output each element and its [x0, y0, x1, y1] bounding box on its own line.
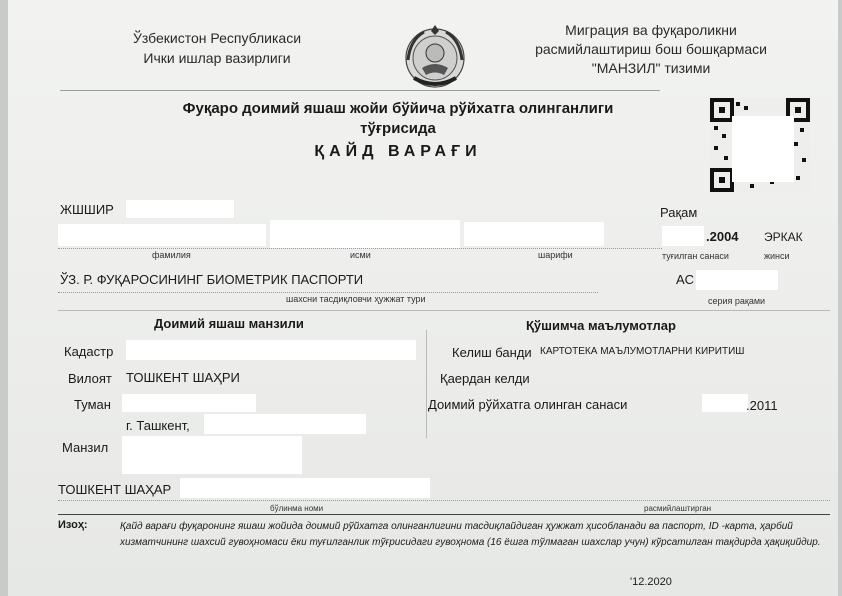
- registrar-caption: расмийлаштирган: [644, 504, 712, 513]
- uzbekistan-emblem-icon: [400, 20, 470, 92]
- birth-date-value: .2004: [706, 229, 739, 244]
- document-type-value: ЎЗ. Р. ФУҚАРОСИНИНГ БИОМЕТРИК ПАСПОРТИ: [60, 272, 364, 287]
- note-text: Қайд варағи фуқаронинг яшаш жойида доимий рўйхатга олинганлигини тасдиқлайдиган ҳужжат ҳисобланади ва паспорт, ID -карта, ҳарбий хизматчининг шахсий гувоҳномаси ёки туғилганлик тўғрисидаги гувоҳнома (16 ёшга тўлмаган шахслар учун) кўрсатилган тақдирда ҳақиқийдир.: [120, 521, 821, 548]
- migration-directorate: расмийлаштириш бош бошқармаси: [535, 41, 767, 57]
- ministry-header: [112, 30, 322, 66]
- district-redaction: [122, 394, 256, 412]
- document-dotted-line: [58, 292, 598, 293]
- pinfl-redaction: [126, 200, 234, 218]
- office-value: ТОШКЕНТ ШАҲАР: [58, 482, 172, 497]
- address-heading: Доимий яшаш манзили: [154, 316, 304, 331]
- street-redaction: [204, 414, 366, 434]
- issue-date: '12.2020: [630, 576, 672, 588]
- name-redaction: [270, 220, 460, 248]
- registered-date-redaction: [702, 394, 748, 412]
- title-line-3: ҚАЙД ВАРАҒИ: [314, 143, 482, 160]
- address-label: Манзил: [62, 440, 109, 455]
- office-caption: бўлинма номи: [270, 504, 324, 513]
- ministry-name: Ички ишлар вазирлиги: [143, 50, 291, 66]
- arrival-value: КАРТОТЕКА МАЪЛУМОТЛАРНИ КИРИТИШ: [540, 346, 745, 357]
- region-value: ТОШКЕНТ ШАҲРИ: [126, 370, 240, 385]
- section-divider: [58, 310, 830, 311]
- number-label: Рақам: [660, 205, 698, 220]
- office-dotted-line: [58, 500, 830, 501]
- header-divider: [60, 90, 660, 91]
- region-label: Вилоят: [68, 371, 112, 386]
- birth-day-redaction: [662, 226, 704, 246]
- extra-heading: Қўшимча маълумотлар: [526, 318, 676, 333]
- gender-value: ЭРКАК: [764, 230, 803, 244]
- registered-date-value: .2011: [746, 398, 778, 413]
- district-label: Туман: [74, 397, 111, 412]
- migration-department: Миграция ва фуқароликни: [565, 22, 737, 38]
- birth-date-caption: туғилган санаси: [662, 251, 729, 261]
- series-caption: серия рақами: [708, 296, 766, 306]
- patronymic-redaction: [464, 222, 604, 246]
- migration-header: [506, 22, 796, 76]
- country-name: Ўзбекистон Республикаси: [132, 30, 302, 46]
- surname-caption: фамилия: [152, 250, 191, 260]
- registration-sheet: [8, 0, 838, 596]
- title-line-1: Фуқаро доимий яшаш жойи бўйича рўйхатга олинганлиги: [182, 100, 614, 117]
- street-value: г. Ташкент,: [126, 418, 190, 433]
- series-number-redaction: [696, 270, 778, 290]
- person-dotted-line: [58, 248, 662, 249]
- gender-caption: жинси: [764, 251, 790, 261]
- series-prefix: AC: [676, 272, 695, 287]
- footer-divider: [58, 514, 830, 515]
- pinfl-label: ЖШШИР: [60, 202, 114, 217]
- office-redaction: [180, 478, 430, 498]
- title-line-2: тўғрисида: [360, 120, 436, 137]
- registered-date-label: Доимий рўйхатга олинган санаси: [428, 397, 628, 412]
- arrival-label: Келиш банди: [452, 345, 532, 360]
- address-redaction: [122, 436, 302, 474]
- from-label: Қаердан келди: [440, 371, 530, 386]
- document-type-caption: шахсни тасдиқловчи ҳужжат тури: [286, 294, 426, 304]
- column-divider: [426, 330, 427, 438]
- cadastre-redaction: [126, 340, 416, 360]
- cadastre-label: Кадастр: [64, 344, 114, 359]
- surname-redaction: [58, 224, 266, 246]
- patronymic-caption: шарифи: [538, 250, 573, 260]
- system-name: "МАНЗИЛ" тизими: [591, 60, 711, 76]
- note-label: Изоҳ:: [58, 519, 88, 531]
- qr-code-icon: [710, 98, 810, 192]
- document-title: [118, 100, 678, 161]
- name-caption: исми: [350, 250, 371, 260]
